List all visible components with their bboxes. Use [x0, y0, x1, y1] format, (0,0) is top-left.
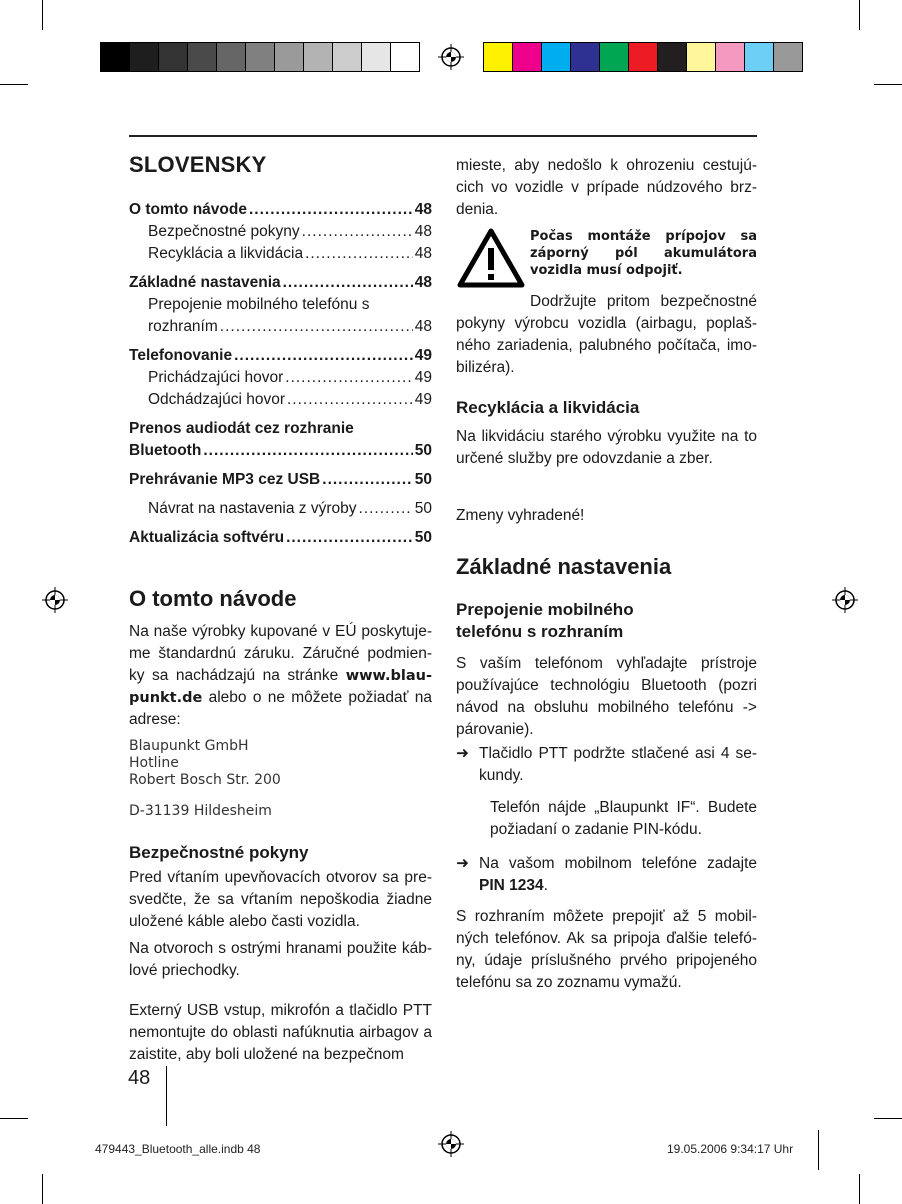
color-swatch	[715, 42, 745, 72]
page-number: 48	[128, 1067, 151, 1089]
arrow-icon: ➜	[456, 855, 469, 872]
toc-entry-label: Návrat na nastavenia z výroby	[148, 500, 357, 517]
toc-page-number: 48	[414, 318, 432, 335]
pairing-subheading: Prepojenie mobilného telefónu s rozhraním	[456, 600, 634, 641]
address-line: Hotline	[129, 755, 179, 771]
safety-paragraph-3: Externý USB vstup, mikrofón a tlačidlo PTT nemontujte do oblasti nafúknutia airbagov a zaistite, aby boli uložené na bezpečnom	[129, 1002, 432, 1063]
toc-entry[interactable]	[129, 294, 432, 316]
toc-page-number: 48	[414, 245, 432, 262]
toc-leader-dots	[285, 367, 412, 389]
address-line: Blaupunkt GmbH	[129, 738, 249, 754]
color-swatch	[744, 42, 774, 72]
step-text: Na vašom mobilnom telefóne zadajte PIN 1234.	[479, 855, 757, 894]
color-swatch	[686, 42, 716, 72]
color-swatch	[599, 42, 629, 72]
safety-paragraph-4: Dodržujte pritom bezpečnostné pokyny výrobcu vozidla (airbagu, poplaš-ného zariadenia, palubného počítača, imo-bilizéra).	[456, 293, 757, 376]
toc-leader-dots	[287, 389, 413, 411]
pairing-outro: S rozhraním môžete prepojiť až 5 mobil-ných telefónov. Ak sa pripoja ďalšie telefó-ny, údaje príslušného prvého pripojeného telefónu sa zo zoznamu vymažú.	[456, 908, 757, 991]
safety-paragraph-1: Pred vŕtaním upevňovacích otvorov sa pre-svedčte, že sa vŕtaním nepoškodia žiadne uložené káble alebo časti vozidla.	[129, 869, 432, 930]
toc-leader-dots	[203, 440, 412, 462]
crop-mark	[859, 1174, 860, 1204]
toc-entry-label: Telefonovanie	[129, 347, 233, 364]
toc-page-number: 49	[414, 391, 432, 408]
footer-timestamp: 19.05.2006 9:34:17 Uhr	[667, 1142, 794, 1156]
toc-leader-dots	[322, 469, 412, 491]
about-heading: O tomto návode	[129, 586, 297, 611]
crop-mark	[859, 0, 860, 30]
color-swatch	[158, 42, 188, 72]
toc-entry[interactable]	[129, 498, 432, 520]
color-swatch	[274, 42, 304, 72]
step-text: Tlačidlo PTT podržte stlačené asi 4 se-kundy.	[479, 745, 757, 784]
toc-entry-label: Bezpečnostné pokyny	[148, 223, 300, 240]
address-line: Robert Bosch Str. 200	[129, 772, 281, 788]
address-city: D-31139 Hildesheim	[129, 803, 272, 819]
footer-file-info: 479443_Bluetooth_alle.indb 48	[95, 1142, 261, 1156]
toc-entry[interactable]	[129, 469, 432, 491]
toc-leader-dots	[283, 272, 413, 294]
crop-mark	[42, 1174, 43, 1204]
toc-leader-dots	[359, 498, 413, 520]
toc-entry[interactable]	[129, 345, 432, 367]
color-swatch	[773, 42, 803, 72]
toc-leader-dots	[220, 316, 413, 338]
toc-page-number: 48	[414, 223, 432, 240]
registration-mark-icon	[438, 44, 464, 70]
toc-page-number: 50	[414, 529, 432, 546]
toc-page-number: 49	[414, 347, 432, 364]
pin-code: PIN 1234	[479, 877, 544, 894]
toc-entry[interactable]	[129, 221, 432, 243]
toc-entry-label: Základné nastavenia	[129, 274, 281, 291]
color-swatch	[483, 42, 513, 72]
color-swatch	[216, 42, 246, 72]
changes-note: Zmeny vyhradené!	[456, 507, 585, 524]
registration-mark-icon	[832, 587, 858, 613]
toc-page-number: 48	[414, 274, 432, 291]
toc-leader-dots	[234, 345, 413, 367]
color-swatch	[245, 42, 275, 72]
safety-paragraph-3-continued: mieste, aby nedošlo k ohrozeniu cestujú-cich vo vozidle v prípade núdzového brz-denia.	[456, 157, 757, 218]
toc-entry-label: Prenos audiodát cez rozhranie	[129, 420, 354, 437]
toc-entry[interactable]	[129, 389, 432, 411]
crop-mark	[818, 1130, 819, 1170]
toc-entry[interactable]	[129, 440, 432, 462]
crop-mark	[874, 84, 902, 85]
toc-entry[interactable]	[129, 418, 432, 440]
color-swatch	[541, 42, 571, 72]
registration-mark-icon	[42, 587, 68, 613]
color-swatch	[390, 42, 420, 72]
toc-entry-label: Prichádzajúci hovor	[148, 369, 284, 386]
table-of-contents	[129, 199, 432, 549]
recycling-heading: Recyklácia a likvidácia	[456, 398, 640, 417]
pairing-intro: S vaším telefónom vyhľadajte prístroje používajúce technológiu Bluetooth (pozri návod na obsluhu mobilného telefónu -> párovanie).	[456, 655, 757, 738]
toc-page-number: 50	[414, 471, 432, 488]
color-swatch	[361, 42, 391, 72]
step-item	[456, 853, 757, 897]
toc-entry-label: Recyklácia a likvidácia	[148, 245, 304, 262]
color-swatch	[570, 42, 600, 72]
registration-mark-icon	[438, 1131, 464, 1157]
settings-heading: Základné nastavenia	[456, 554, 672, 579]
about-paragraph: Na naše výrobky kupované v EÚ poskytuje-me štandardnú záruku. Záručné podmien-ky sa nachádzajú na stránke www.blau-punkt.de alebo o ne môžete požiadať na adrese:	[129, 623, 432, 728]
recycling-paragraph: Na likvidáciu starého výrobku využite na to určené služby pre odovzdanie a zber.	[456, 428, 757, 467]
top-rule	[129, 135, 757, 137]
safety-paragraph-2: Na otvoroch s ostrými hranami použite káb-lové priechodky.	[129, 940, 432, 979]
crop-mark	[42, 0, 43, 30]
color-swatch	[100, 42, 130, 72]
warning-triangle-icon	[457, 228, 525, 288]
crop-mark	[0, 1118, 28, 1119]
toc-entry-label: Prepojenie mobilného telefónu s	[148, 296, 370, 313]
toc-entry-label: Bluetooth	[129, 442, 202, 459]
toc-entry[interactable]	[129, 199, 432, 221]
toc-page-number: 50	[414, 442, 432, 459]
address-block	[129, 738, 281, 789]
color-swatch	[187, 42, 217, 72]
toc-leader-dots	[249, 199, 413, 221]
website-link[interactable]: www.blau-punkt.de	[129, 668, 432, 706]
color-swatch	[303, 42, 333, 72]
toc-entry-label: O tomto návode	[129, 201, 247, 218]
color-swatch	[332, 42, 362, 72]
crop-mark	[874, 1118, 902, 1119]
toc-leader-dots	[302, 221, 413, 243]
toc-entry[interactable]	[129, 367, 432, 389]
safety-heading: Bezpečnostné pokyny	[129, 843, 309, 862]
crop-mark	[166, 1066, 167, 1126]
color-swatch	[657, 42, 687, 72]
toc-leader-dots	[286, 527, 413, 549]
toc-entry-label: Odchádzajúci hovor	[148, 391, 285, 408]
toc-leader-dots	[305, 243, 413, 265]
toc-entry[interactable]	[129, 243, 432, 265]
step-item	[456, 743, 757, 787]
color-swatch	[628, 42, 658, 72]
toc-entry[interactable]	[129, 316, 432, 338]
warning-text: Počas montáže prípojov sa záporný pól akumulátora vozidla musí odpojiť.	[530, 229, 757, 278]
toc-page-number: 49	[414, 369, 432, 386]
step-note: Telefón nájde „Blaupunkt IF“. Budete požiadaní o zadanie PIN-kódu.	[490, 799, 757, 838]
toc-entry[interactable]	[129, 527, 432, 549]
color-swatch	[129, 42, 159, 72]
section-title: SLOVENSKY	[129, 152, 267, 177]
toc-entry-label: Prehrávanie MP3 cez USB	[129, 471, 321, 488]
toc-entry[interactable]	[129, 272, 432, 294]
toc-page-number: 48	[414, 201, 432, 218]
toc-entry-label: rozhraním	[148, 318, 218, 335]
arrow-icon: ➜	[456, 745, 469, 762]
toc-entry-label: Aktualizácia softvéru	[129, 529, 285, 546]
crop-mark	[0, 84, 28, 85]
toc-page-number: 50	[414, 500, 432, 517]
color-swatch	[512, 42, 542, 72]
